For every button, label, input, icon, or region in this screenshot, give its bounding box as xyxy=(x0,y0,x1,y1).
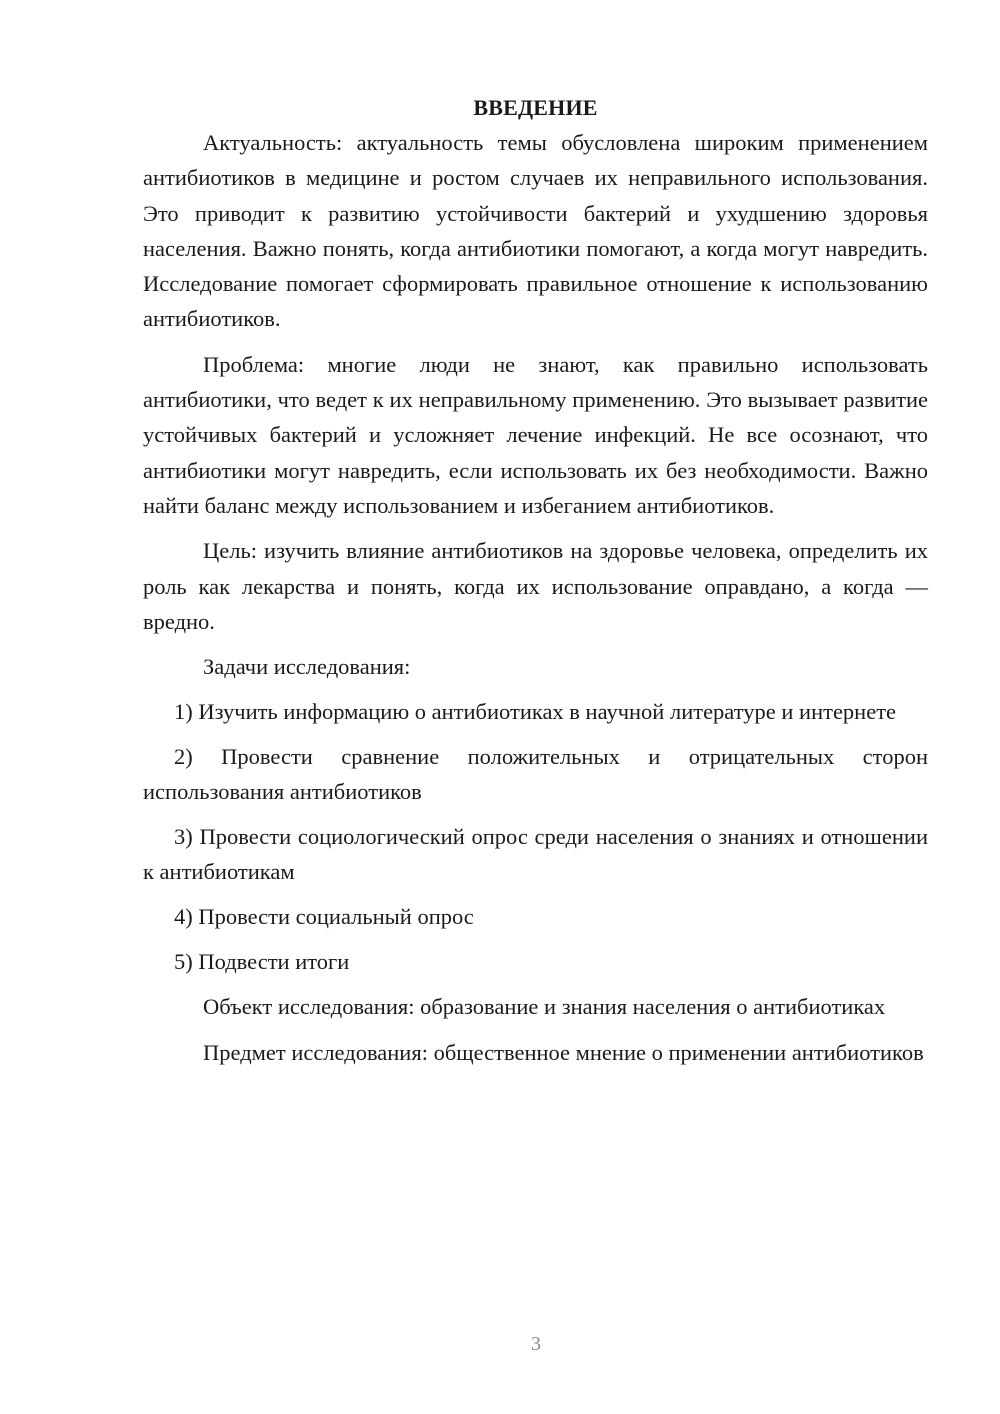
tasks-heading: Задачи исследования: xyxy=(203,654,411,680)
task-item: 1) Изучить информацию о антибиотиках в научной литературе и интернете xyxy=(174,699,897,725)
document-page xyxy=(143,90,928,1080)
goal-paragraph: Цель: изучить влияние антибиотиков на здоровье человека, определить их роль как лекарства и понять, когда их использование оправдано, а когда — вредно. xyxy=(143,538,928,634)
relevance-paragraph: Актуальность: актуальность темы обусловлена широким применением антибиотиков в медицине и ростом случаев их неправильного использования. Это приводит к развитию устойчивости бактерий и ухудшению здоровья населения. Важно понять, когда антибиотики помогают, а когда могут навредить. Исследование помогает сформировать правильное отношение к использованию антибиотиков. xyxy=(143,130,928,332)
object-paragraph: Объект исследования: образование и знания населения о антибиотиках xyxy=(203,994,886,1020)
problem-paragraph: Проблема: многие люди не знают, как правильно использовать антибиотики, что ведет к их неправильному применению. Это вызывает развитие устойчивых бактерий и усложняет лечение инфекций. Не все осознают, что антибиотики могут навредить, если использовать их без необходимости. Важно найти баланс между использованием и избеганием антибиотиков. xyxy=(143,351,928,518)
task-item: 2) Провести сравнение положительных и отрицательных сторон использования антибиотиков xyxy=(143,744,928,805)
subject-paragraph: Предмет исследования: общественное мнение о применении антибиотиков xyxy=(203,1039,924,1065)
tasks-list xyxy=(143,694,928,979)
task-item: 3) Провести социологический опрос среди населения о знаниях и отношении к антибиотикам xyxy=(143,824,928,885)
page-number: 3 xyxy=(531,1333,541,1355)
task-item: 4) Провести социальный опрос xyxy=(174,904,474,930)
page-title: ВВЕДЕНИЕ xyxy=(473,95,598,120)
task-item: 5) Подвести итоги xyxy=(174,949,350,975)
